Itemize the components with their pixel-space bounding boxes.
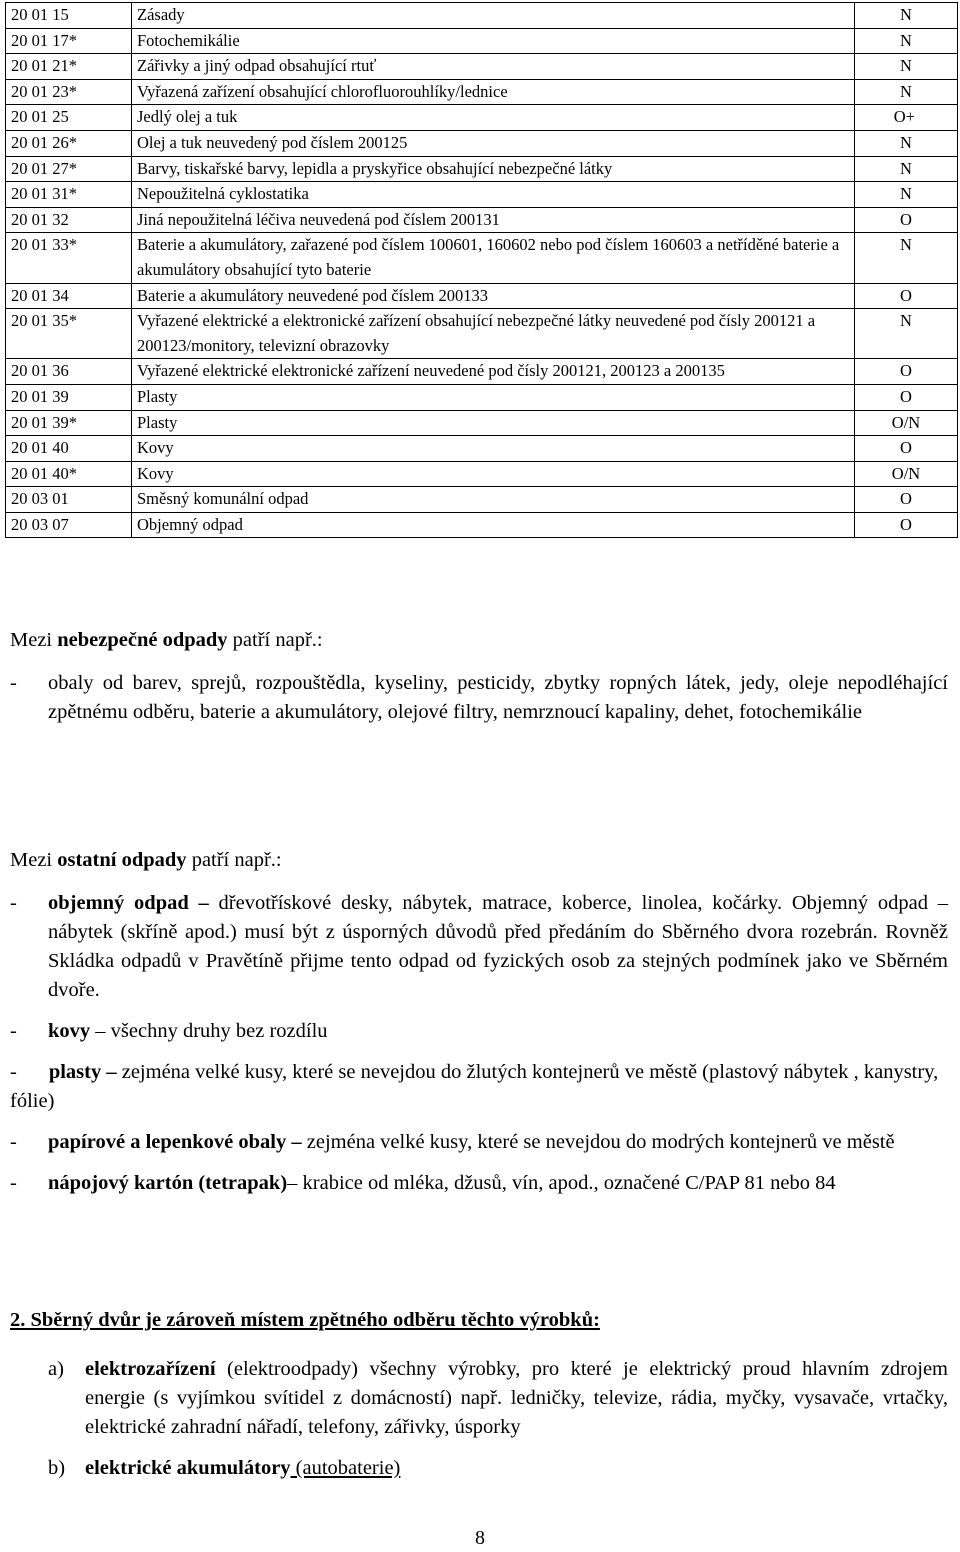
list-item-electrical: a) elektrozařízení (elektroodpady) všechny výrobky, pro které je elektrický proud hlavním zdrojem energie (s vyjímkou svítidel z domácností) např. ledničky, televize, rádia, myčky, vysavače, vrtačky, elektrické zahradní nářadí, telefony, zářivky, úsporky [48, 1358, 948, 1438]
waste-code: 20 01 23* [6, 79, 132, 105]
waste-code: 20 01 40 [6, 436, 132, 462]
waste-name: Zásady [132, 3, 855, 29]
table-row [6, 309, 958, 359]
list-item-metals: - kovy – všechny druhy bez rozdílu [10, 1020, 328, 1042]
waste-category: O+ [855, 105, 958, 131]
waste-table-body [6, 3, 958, 538]
list-item-plastics: - plasty – zejména velké kusy, které se nevejdou do žlutých kontejnerů ve městě (plastový nábytek , kanystry, fólie) [10, 1061, 939, 1112]
waste-category: O [855, 207, 958, 233]
waste-category: O [855, 487, 958, 513]
waste-name: Barvy, tiskařské barvy, lepidla a pryskyřice obsahující nebezpečné látky [132, 156, 855, 182]
waste-name: Směsný komunální odpad [132, 487, 855, 513]
waste-code: 20 01 34 [6, 283, 132, 309]
waste-name: Baterie a akumulátory neuvedené pod číslem 200133 [132, 283, 855, 309]
table-row [6, 359, 958, 385]
waste-name: Vyřazené elektrické a elektronické zařízení obsahující nebezpečné látky neuvedené pod čísly 200121 a 200123/monitory, televizní obrazovky [132, 309, 855, 359]
table-row [6, 130, 958, 156]
collection-point-section [10, 1306, 948, 1483]
waste-code: 20 01 17* [6, 28, 132, 54]
waste-category: N [855, 156, 958, 182]
waste-code: 20 01 15 [6, 3, 132, 29]
waste-category: N [855, 233, 958, 283]
collection-point-heading: 2. Sběrný dvůr je zároveň místem zpětného odběru těchto výrobků: [10, 1309, 600, 1331]
table-row [6, 487, 958, 513]
waste-code: 20 01 31* [6, 182, 132, 208]
waste-category: O/N [855, 410, 958, 436]
waste-category: O [855, 436, 958, 462]
waste-category: N [855, 182, 958, 208]
table-row [6, 233, 958, 283]
table-row [6, 461, 958, 487]
table-row [6, 512, 958, 538]
list-item-paper: - papírové a lepenkové obaly – zejména velké kusy, které se nevejdou do modrých kontejnerů ve městě [10, 1131, 895, 1153]
table-row [6, 156, 958, 182]
hazardous-list-item: - obaly od barev, sprejů, rozpouštědla, kyseliny, pesticidy, zbytky ropných látek, jedy, oleje nepodléhající zpětnému odběru, baterie a akumulátory, olejové filtry, nemrznoucí kapaliny, dehet, fotochemikálie [10, 672, 948, 723]
waste-category: O [855, 359, 958, 385]
waste-code: 20 01 32 [6, 207, 132, 233]
hazardous-heading: Mezi nebezpečné odpady patří např.: [10, 629, 323, 651]
waste-category: N [855, 309, 958, 359]
waste-category: O [855, 283, 958, 309]
page-number: 8 [475, 1527, 485, 1549]
waste-code: 20 01 35* [6, 309, 132, 359]
waste-name: Zářivky a jiný odpad obsahující rtuť [132, 54, 855, 80]
waste-category: O [855, 512, 958, 538]
waste-name: Fotochemikálie [132, 28, 855, 54]
waste-category: N [855, 130, 958, 156]
table-row [6, 79, 958, 105]
waste-code: 20 01 33* [6, 233, 132, 283]
waste-name: Olej a tuk neuvedený pod číslem 200125 [132, 130, 855, 156]
waste-code: 20 01 21* [6, 54, 132, 80]
waste-table [5, 2, 958, 538]
waste-category: O/N [855, 461, 958, 487]
list-item-bulky: - objemný odpad – dřevotřískové desky, nábytek, matrace, koberce, linolea, kočárky. Objemný odpad – nábytek (skříně apod.) musí být z úsporných důvodů před předáním do Sběrného dvora rozebrán. Rovněž Skládka odpadů v Pravětíně přijme tento odpad od fyzických osob za stejných podmínek jako ve Sběrném dvoře. [10, 892, 948, 1001]
table-row [6, 182, 958, 208]
table-row [6, 283, 958, 309]
list-item-tetrapak: - nápojový kartón (tetrapak)– krabice od mléka, džusů, vín, apod., označené C/PAP 81 nebo 84 [10, 1172, 836, 1194]
waste-name: Jedlý olej a tuk [132, 105, 855, 131]
waste-code: 20 03 07 [6, 512, 132, 538]
waste-name: Vyřazené elektrické elektronické zařízení neuvedené pod čísly 200121, 200123 a 200135 [132, 359, 855, 385]
waste-code: 20 01 40* [6, 461, 132, 487]
waste-name: Vyřazená zařízení obsahující chlorofluorouhlíky/lednice [132, 79, 855, 105]
waste-code: 20 03 01 [6, 487, 132, 513]
waste-name: Nepoužitelná cyklostatika [132, 182, 855, 208]
table-row [6, 28, 958, 54]
other-waste-section [10, 846, 948, 1198]
waste-name: Jiná nepoužitelná léčiva neuvedená pod číslem 200131 [132, 207, 855, 233]
table-row [6, 410, 958, 436]
waste-name: Plasty [132, 384, 855, 410]
waste-name: Objemný odpad [132, 512, 855, 538]
waste-name: Plasty [132, 410, 855, 436]
waste-category: N [855, 54, 958, 80]
waste-category: N [855, 28, 958, 54]
table-row [6, 3, 958, 29]
other-heading: Mezi ostatní odpady patří např.: [10, 849, 282, 871]
table-row [6, 54, 958, 80]
table-row [6, 207, 958, 233]
table-row [6, 436, 958, 462]
waste-code: 20 01 26* [6, 130, 132, 156]
table-row [6, 384, 958, 410]
waste-name: Kovy [132, 461, 855, 487]
waste-code: 20 01 25 [6, 105, 132, 131]
list-item-batteries: b) elektrické akumulátory (autobaterie) [48, 1457, 401, 1479]
waste-category: O [855, 384, 958, 410]
waste-category: N [855, 3, 958, 29]
waste-category: N [855, 79, 958, 105]
waste-code: 20 01 27* [6, 156, 132, 182]
table-row [6, 105, 958, 131]
waste-code: 20 01 39* [6, 410, 132, 436]
hazardous-waste-section [10, 626, 948, 727]
waste-code: 20 01 39 [6, 384, 132, 410]
waste-name: Kovy [132, 436, 855, 462]
waste-code: 20 01 36 [6, 359, 132, 385]
waste-name: Baterie a akumulátory, zařazené pod číslem 100601, 160602 nebo pod číslem 160603 a netříděné baterie a akumulátory obsahující tyto baterie [132, 233, 855, 283]
